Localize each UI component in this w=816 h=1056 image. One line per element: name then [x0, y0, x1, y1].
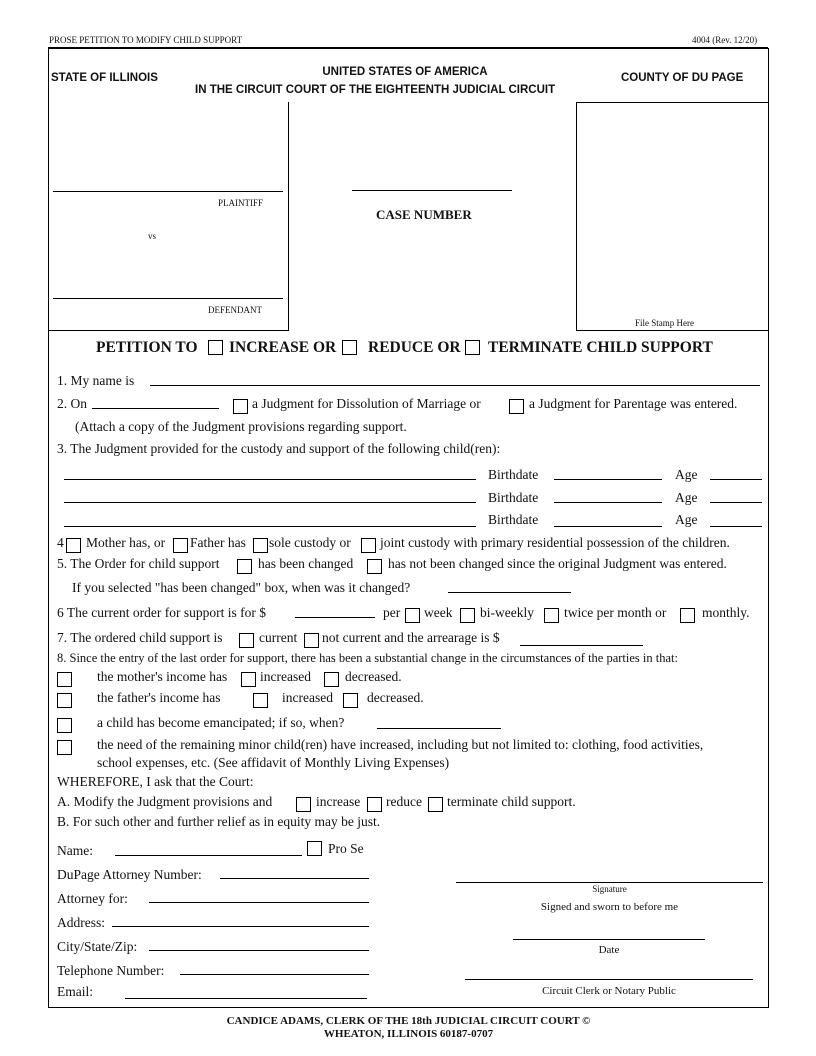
form-number: 4004 (Rev. 12/20)	[692, 35, 758, 45]
mother-increased-checkbox[interactable]	[241, 672, 256, 687]
title-reduce-checkbox[interactable]	[342, 340, 357, 355]
emancipated-checkbox[interactable]	[57, 718, 72, 733]
attach-note: (Attach a copy of the Judgment provisions regarding support.	[75, 419, 407, 434]
biweekly-label: bi-weekly	[480, 605, 534, 620]
form-title: PROSE PETITION TO MODIFY CHILD SUPPORT	[49, 35, 243, 45]
dissolution-checkbox[interactable]	[233, 399, 248, 414]
telephone-label: Telephone Number:	[57, 963, 165, 978]
caption-divider-left	[288, 102, 289, 330]
file-stamp-label: File Stamp Here	[635, 318, 694, 328]
when-changed-field[interactable]	[448, 592, 571, 593]
defendant-line[interactable]	[53, 298, 283, 299]
joint-custody-checkbox[interactable]	[361, 538, 376, 553]
dupage-attorney-label: DuPage Attorney Number:	[57, 867, 202, 882]
country-label: UNITED STATES OF AMERICA	[322, 66, 488, 78]
signature-line[interactable]	[456, 882, 763, 883]
not-current-label: not current and the arrearage is $	[322, 630, 500, 645]
mother-decreased-label: decreased.	[345, 669, 402, 684]
city-label: City/State/Zip:	[57, 939, 138, 954]
item-2-on: 2. On	[57, 396, 87, 411]
item-a-label: A. Modify the Judgment provisions and	[57, 794, 273, 809]
child-3-name[interactable]	[64, 526, 476, 527]
monthly-label: monthly.	[702, 605, 750, 620]
current-checkbox[interactable]	[239, 633, 254, 648]
emancipated-date-field[interactable]	[377, 728, 501, 729]
a-terminate-label: terminate child support.	[447, 794, 576, 809]
state-label: STATE OF ILLINOIS	[51, 72, 158, 84]
week-checkbox[interactable]	[405, 608, 420, 623]
twice-monthly-label: twice per month or	[564, 605, 667, 620]
child-2-birthdate[interactable]	[554, 502, 662, 503]
title-terminate-checkbox[interactable]	[465, 340, 480, 355]
when-changed-label: If you selected "has been changed" box, when was it changed?	[72, 580, 411, 595]
a-increase-label: increase	[316, 794, 361, 809]
item-b-label: B. For such other and further relief as in equity may be just.	[57, 814, 381, 829]
name-input[interactable]	[115, 855, 302, 856]
child-3-age[interactable]	[710, 526, 762, 527]
footer-clerk: CANDICE ADAMS, CLERK OF THE 18th JUDICIAL CIRCUIT COURT ©	[226, 1015, 591, 1027]
needs-increased-checkbox[interactable]	[57, 740, 72, 755]
a-reduce-checkbox[interactable]	[367, 797, 382, 812]
mother-custody-checkbox[interactable]	[66, 538, 81, 553]
plaintiff-line[interactable]	[53, 191, 283, 192]
sole-custody-checkbox[interactable]	[253, 538, 268, 553]
child-2-name[interactable]	[64, 502, 476, 503]
mother-income-checkbox[interactable]	[57, 672, 72, 687]
title-increase-checkbox[interactable]	[208, 340, 223, 355]
defendant-label: DEFENDANT	[208, 305, 262, 315]
mother-decreased-checkbox[interactable]	[324, 672, 339, 687]
attorney-for-label: Attorney for:	[57, 891, 128, 906]
item-6-label: 6 The current order for support is for $	[57, 605, 266, 620]
father-income-label: the father's income has	[97, 690, 221, 705]
email-input[interactable]	[125, 998, 367, 999]
address-input[interactable]	[112, 926, 369, 927]
notary-label: Circuit Clerk or Notary Public	[542, 985, 676, 997]
father-decreased-checkbox[interactable]	[343, 693, 358, 708]
sole-custody-label: sole custody or	[269, 535, 351, 550]
child-2-age-label: Age	[675, 490, 698, 505]
arrearage-field[interactable]	[520, 645, 643, 646]
address-label: Address:	[57, 915, 105, 930]
emancipated-label: a child has become emancipated; if so, when?	[97, 715, 345, 730]
title-reduce: REDUCE OR	[368, 339, 461, 356]
child-3-birthdate-label: Birthdate	[488, 512, 539, 527]
a-increase-checkbox[interactable]	[296, 797, 311, 812]
pro-se-label: Pro Se	[328, 841, 364, 856]
child-1-age-label: Age	[675, 467, 698, 482]
father-custody-label: Father has	[190, 535, 246, 550]
pro-se-checkbox[interactable]	[307, 841, 322, 856]
item-3-label: 3. The Judgment provided for the custody and support of the following child(ren):	[57, 441, 501, 456]
item-5-label: 5. The Order for child support	[57, 556, 220, 571]
twice-monthly-checkbox[interactable]	[544, 608, 559, 623]
current-label: current	[259, 630, 298, 645]
a-terminate-checkbox[interactable]	[428, 797, 443, 812]
child-3-birthdate[interactable]	[554, 526, 662, 527]
notary-line[interactable]	[465, 979, 753, 980]
title-increase: INCREASE OR	[229, 339, 337, 356]
not-changed-label: has not been changed since the original Judgment was entered.	[388, 556, 727, 571]
parentage-label: a Judgment for Parentage was entered.	[529, 396, 738, 411]
item-8-label: 8. Since the entry of the last order for support, there has been a substantial change in the circumstances of the parties in that:	[57, 651, 678, 665]
item-4-number: 4	[57, 535, 64, 550]
plaintiff-label: PLAINTIFF	[218, 198, 264, 208]
week-label: week	[424, 605, 453, 620]
email-label: Email:	[57, 984, 93, 999]
case-number-line[interactable]	[352, 190, 512, 191]
city-input[interactable]	[149, 950, 369, 951]
telephone-input[interactable]	[180, 974, 369, 975]
child-1-birthdate[interactable]	[554, 479, 662, 480]
child-1-name[interactable]	[64, 479, 476, 480]
sworn-label: Signed and sworn to before me	[540, 901, 679, 913]
child-1-age[interactable]	[710, 479, 762, 480]
biweekly-checkbox[interactable]	[460, 608, 475, 623]
item-1-label: 1. My name is	[57, 373, 135, 388]
mother-custody-label: Mother has, or	[86, 535, 166, 550]
signature-label: Signature	[592, 884, 627, 894]
needs-increased-label-2: school expenses, etc. (See affidavit of Monthly Living Expenses)	[97, 755, 450, 770]
county-label: COUNTY OF DU PAGE	[621, 72, 744, 84]
child-1-birthdate-label: Birthdate	[488, 467, 539, 482]
father-increased-checkbox[interactable]	[253, 693, 268, 708]
per-label: per	[383, 605, 401, 620]
vs-label: vs	[148, 231, 157, 241]
mother-increased-label: increased	[260, 669, 311, 684]
child-3-age-label: Age	[675, 512, 698, 527]
needs-increased-label-1: the need of the remaining minor child(ren) have increased, including but not limited to: clothing, food activities,	[97, 737, 704, 752]
case-number-label: CASE NUMBER	[376, 207, 472, 222]
child-2-birthdate-label: Birthdate	[488, 490, 539, 505]
child-2-age[interactable]	[710, 502, 762, 503]
name-field[interactable]	[150, 385, 760, 386]
caption-bottom-left	[48, 330, 289, 331]
not-current-checkbox[interactable]	[304, 633, 319, 648]
title-terminate: TERMINATE CHILD SUPPORT	[488, 339, 713, 356]
footer-address: WHEATON, ILLINOIS 60187-0707	[323, 1028, 494, 1040]
not-changed-checkbox[interactable]	[367, 559, 382, 574]
dissolution-label: a Judgment for Dissolution of Marriage or	[252, 396, 481, 411]
wherefore-label: WHEREFORE, I ask that the Court:	[57, 774, 254, 789]
a-reduce-label: reduce	[386, 794, 422, 809]
mother-income-label: the mother's income has	[97, 669, 228, 684]
support-amount-field[interactable]	[295, 617, 375, 618]
monthly-checkbox[interactable]	[680, 608, 695, 623]
date-label: Date	[598, 944, 620, 956]
circuit-label: IN THE CIRCUIT COURT OF THE EIGHTEENTH JUDICIAL CIRCUIT	[195, 84, 556, 96]
joint-custody-label: joint custody with primary residential possession of the children.	[380, 535, 730, 550]
father-custody-checkbox[interactable]	[173, 538, 188, 553]
file-stamp-box	[576, 102, 769, 331]
father-income-checkbox[interactable]	[57, 693, 72, 708]
name-label: Name:	[57, 843, 93, 858]
father-increased-label: increased	[282, 690, 333, 705]
dupage-attorney-input[interactable]	[220, 878, 369, 879]
has-been-changed-checkbox[interactable]	[237, 559, 252, 574]
has-been-changed-label: has been changed	[258, 556, 354, 571]
title-prefix: PETITION TO	[96, 339, 198, 356]
judgment-date-field[interactable]	[92, 408, 219, 409]
father-decreased-label: decreased.	[367, 690, 424, 705]
date-line[interactable]	[513, 939, 705, 940]
item-7-label: 7. The ordered child support is	[57, 630, 223, 645]
attorney-for-input[interactable]	[149, 902, 369, 903]
parentage-checkbox[interactable]	[509, 399, 524, 414]
